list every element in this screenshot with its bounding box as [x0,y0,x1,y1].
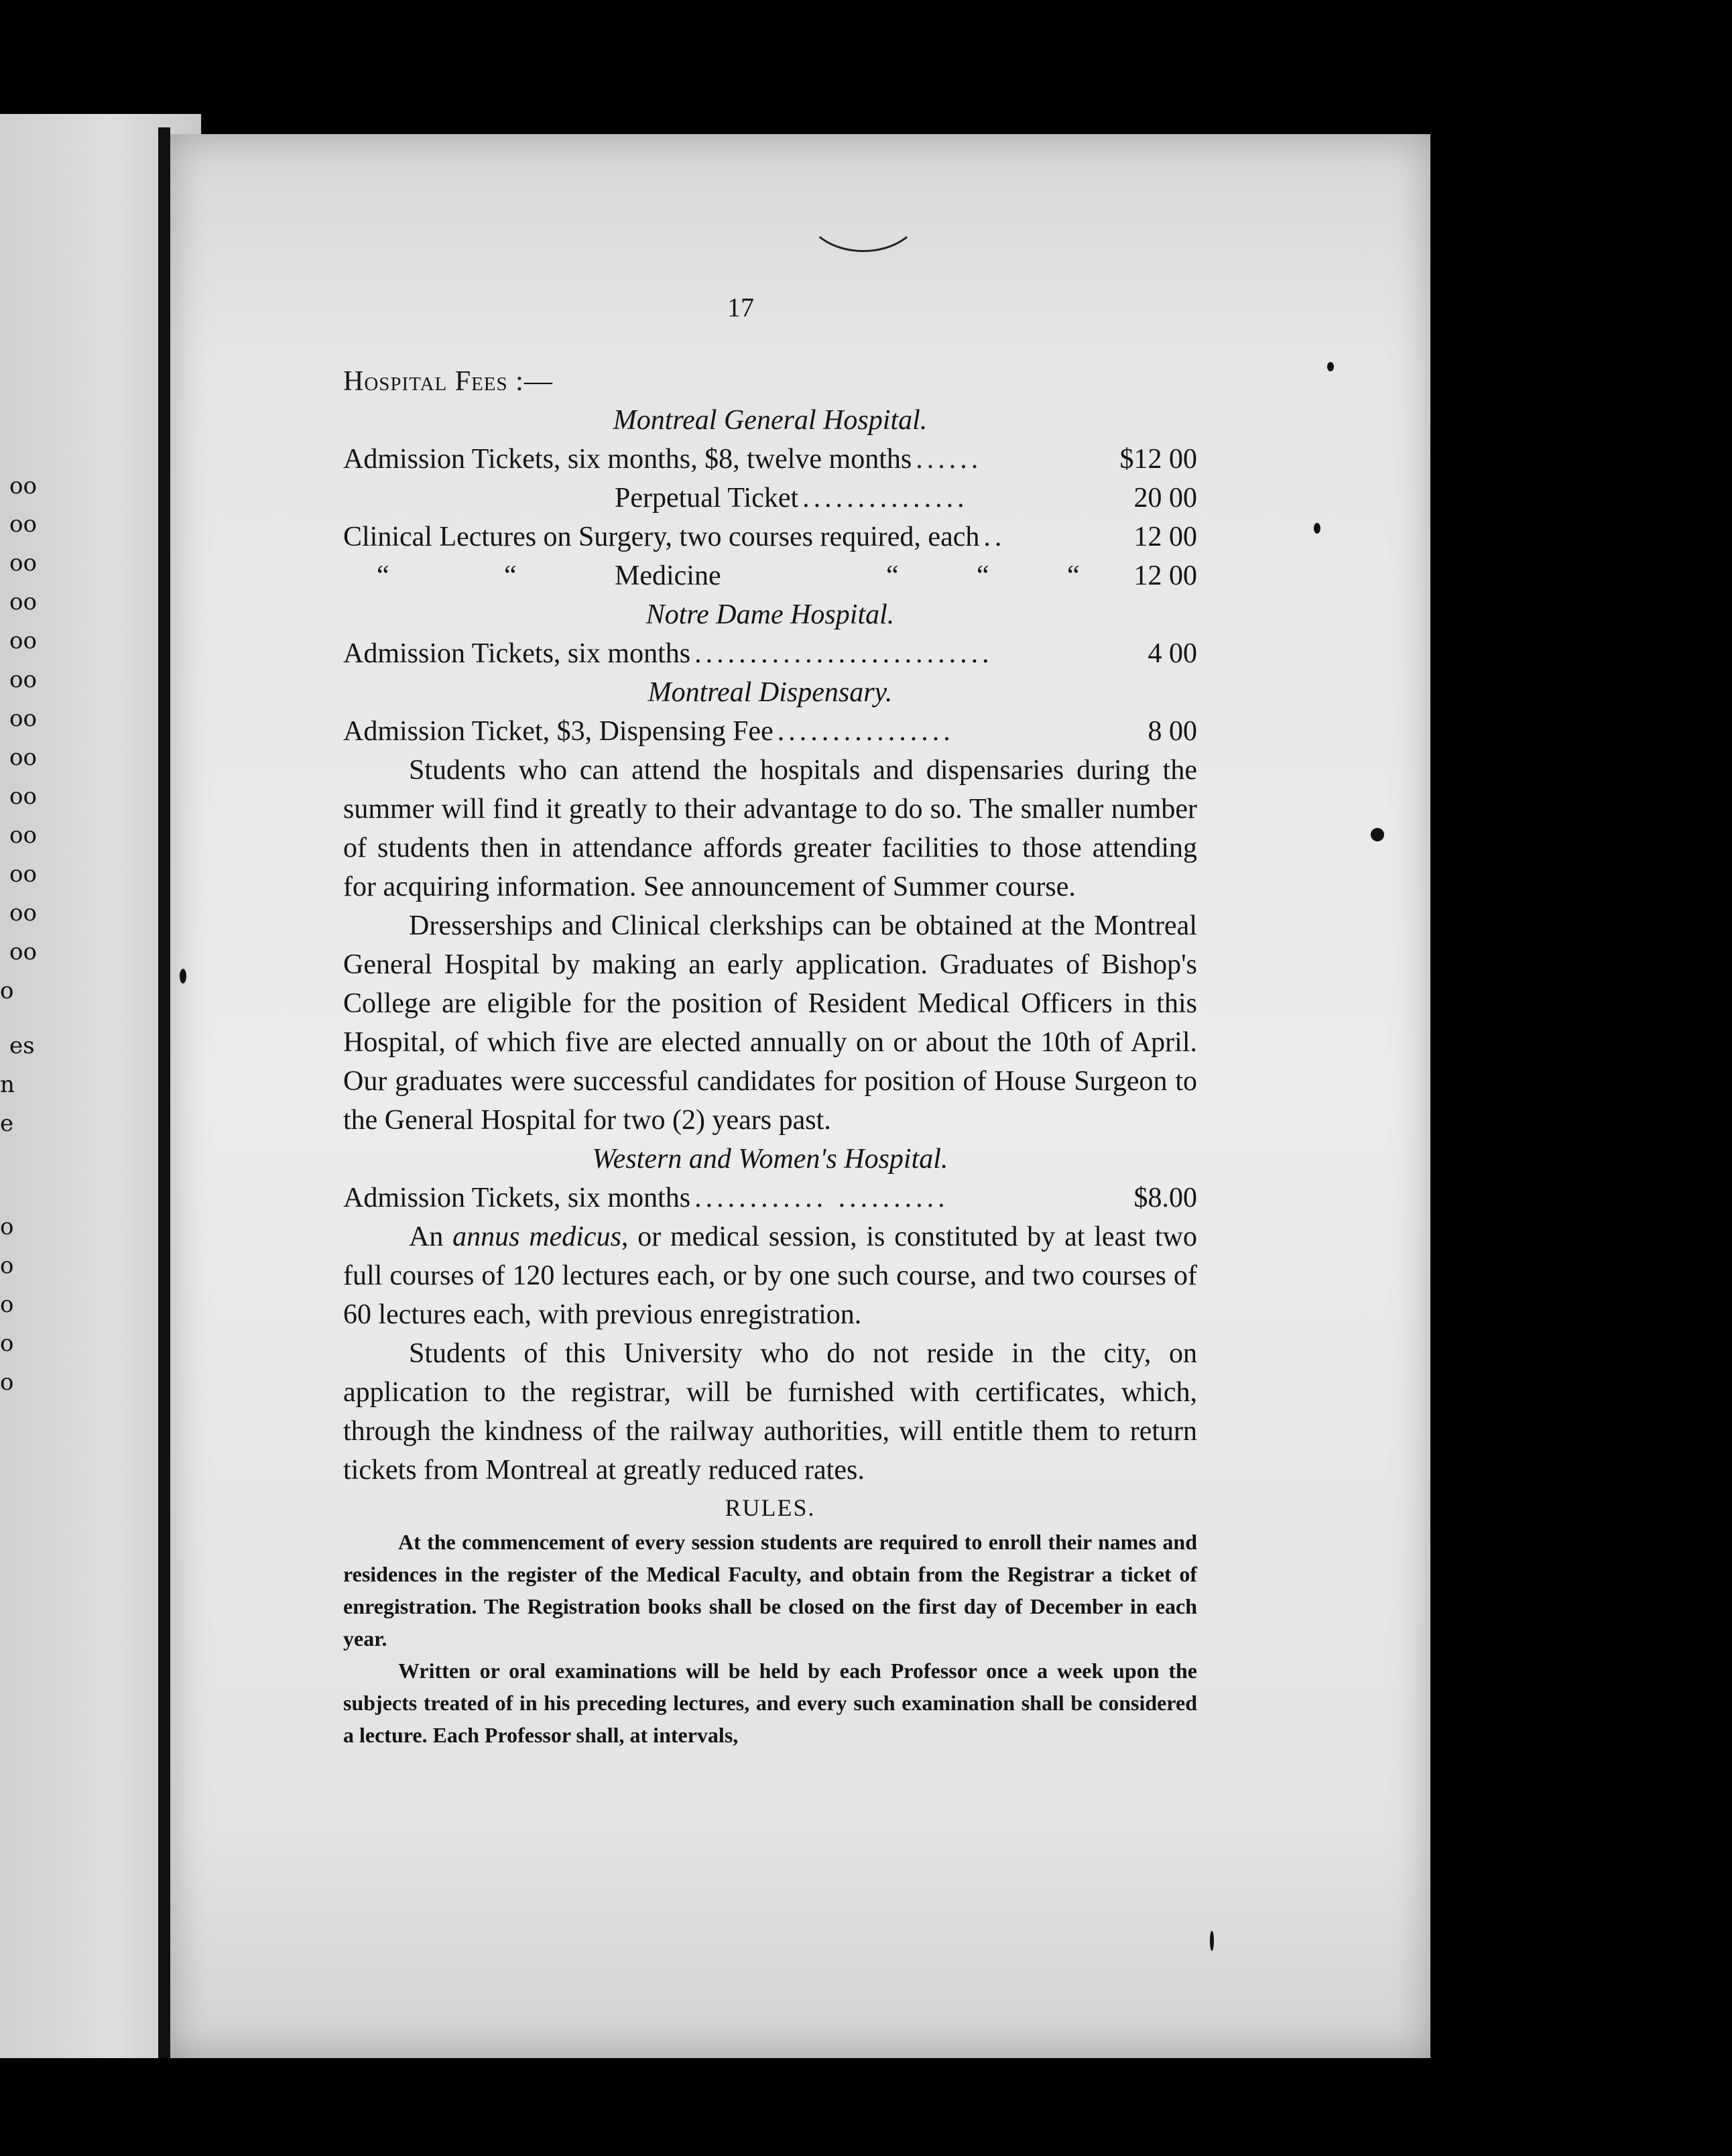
facing-page-fragment: e [0,1110,14,1137]
leader-dots: .. [983,522,1006,552]
book-gutter [158,127,170,2058]
western-title: Western and Women's Hospital. [592,1144,948,1175]
paragraph-summer: Students who can attend the hospitals and dispensaries during the summer will find it greatly to their advantage to do so. The smaller number of students then in attendance affords greater facilities to those attending for acquiring information. See announcement of Summer course. [343,755,1197,902]
facing-page-fragment: oo [9,939,37,965]
facing-page-fragment: o [0,1252,14,1279]
fee-row [343,634,1197,673]
paragraph-annus-medicus [343,1217,1197,1334]
facing-page-fragment: o [0,1369,14,1396]
leader-dots: ...... [916,444,983,475]
annus-text-before: An [409,1221,453,1252]
facing-page-fragment: oo [9,900,37,926]
fee-amount: 8 00 [1148,716,1197,747]
body-paragraphs [343,751,1197,1140]
fee-row [343,1179,1197,1217]
annus-italic: annus medicus [452,1221,621,1252]
fee-amount: 12 00 [1133,560,1197,591]
facing-page-fragment: o [0,1291,14,1318]
fee-amount: $12 00 [1119,444,1197,475]
fee-row [343,518,1197,556]
fee-row [343,440,1197,479]
fee-label: Admission Ticket, $3, Dispensing Fee [343,716,774,747]
facing-page-fragment: oo [9,550,37,577]
fee-row [343,712,1197,751]
rule-examinations: Written or oral examinations will be held by each Professor once a week upon the subjects treated of in his preceding lectures, and every such examination shall be considered a lecture. Each Professor shall, at intervals, [343,1659,1197,1747]
facing-page-fragment: o [0,1330,14,1357]
fee-row-ditto [343,556,1197,595]
fee-label: Admission Tickets, six months, $8, twelve months [343,444,912,475]
hospital-fees-heading: Hospital Fees :— [343,366,553,397]
facing-page-fragment: oo [9,861,37,888]
paragraph-dresserships: Dresserships and Clinical clerkships can be obtained at the Montreal General Hospital by making an early application. Graduates of Bishop's College are eligible for the position of Resident Medical Officers in this Hospital, of which five are elected annually on or about the 10th of April. Our graduates were successful candidates for position of House Surgeon to the General Hospital for two (2) years past. [343,910,1197,1136]
facing-page-fragments [0,0,158,2156]
facing-page-fragment: es [9,1032,35,1059]
facing-page-fragment: oo [9,511,37,538]
paragraph-railway: Students of this University who do not reside in the city, on application to the registrar, will be furnished with certificates, which, through the kindness of the railway authorities, will entitle them to return tickets from Montreal at greatly reduced rates. [343,1338,1197,1486]
film-speck [1314,523,1320,534]
film-speck [1371,828,1384,841]
page-number: 17 [727,292,754,322]
ditto-mark: “ [504,560,517,591]
facing-page-fragment: oo [9,822,37,849]
facing-page-fragment: o [0,977,14,1004]
leader-dots: ........................... [694,638,993,669]
facing-page-fragment: oo [9,589,37,615]
fee-amount: 20 00 [1133,483,1197,514]
fee-label: Medicine [615,560,721,591]
fee-label: Clinical Lectures on Surgery, two courses required, each [343,522,980,552]
rule-enrollment: At the commencement of every session students are required to enroll their names and residences in the register of the Medical Faculty, and obtain from the Registrar a ticket of enregistration. The Registration books shall be closed on the first day of December in each year. [343,1530,1197,1651]
fee-label: Admission Tickets, six months [343,638,691,669]
facing-page-fragment: o [0,1213,14,1240]
leader-dots: ............ .......... [694,1183,949,1213]
page-text [343,295,1197,1751]
fee-row [343,479,1197,518]
facing-page-fragment: oo [9,627,37,654]
facing-page-fragment: oo [9,783,37,810]
fee-amount: 12 00 [1133,522,1197,552]
film-speck [1327,362,1334,371]
fee-label: Perpetual Ticket [615,483,799,514]
facing-page-fragment: oo [9,744,37,771]
facing-page-fragment: oo [9,705,37,732]
film-speck [180,969,186,983]
rules-text [343,1526,1197,1751]
film-scratch [804,168,922,252]
rules-heading: RULES. [725,1494,816,1521]
fee-amount: $8.00 [1133,1183,1197,1213]
facing-page-fragment: n [0,1071,15,1098]
leader-dots: ............... [802,483,969,514]
ditto-mark: “ [886,560,899,591]
film-speck [1210,1931,1214,1951]
ditto-mark: “ [1067,560,1080,591]
facing-page-fragment: oo [9,473,37,499]
leader-dots: ................ [777,716,954,747]
facing-page-fragment: oo [9,666,37,693]
annus-text-after: , or medical session, is constituted by at least two full courses of 120 lectures each, or by one such course, and two courses of 60 lectures each, with previous enregistration. [343,1221,1197,1330]
dispensary-title: Montreal Dispensary. [647,677,893,708]
notre-dame-title: Notre Dame Hospital. [645,599,895,630]
fee-amount: 4 00 [1148,638,1197,669]
fee-label: Admission Tickets, six months [343,1183,691,1213]
ditto-mark: “ [977,560,989,591]
montreal-general-title: Montreal General Hospital. [613,405,928,436]
ditto-mark: “ [377,560,389,591]
body-paragraphs-2 [343,1217,1197,1490]
